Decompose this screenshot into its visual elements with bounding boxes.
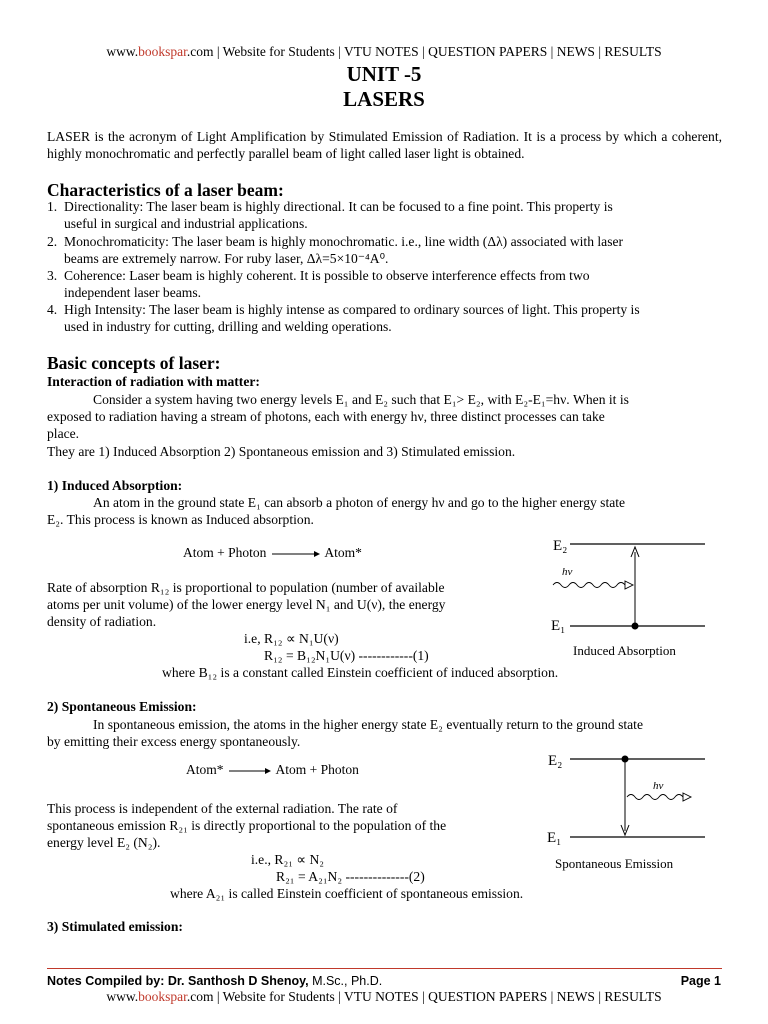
footer-divider <box>47 968 722 969</box>
unit-title: UNIT -5 <box>346 62 422 86</box>
spontaneous-heading: 2) Spontaneous Emission: <box>47 699 197 714</box>
induced-absorption-diagram <box>545 530 715 665</box>
basic-paragraph: Consider a system having two energy levels E₁ and E₂ such that E₁> E₂, with E₂-E₁=hν. When it is exposed to radiation having a stream of photons, each with energy hν, three distinct processes can take place. <box>47 392 629 441</box>
topic-title: LASERS <box>343 87 425 111</box>
spontaneous-emission-diagram <box>545 745 715 875</box>
induced-heading: 1) Induced Absorption: <box>47 478 183 493</box>
atom-dot-icon <box>632 623 639 630</box>
header-tagline: | Website for Students | VTU NOTES | QUESTION PAPERS | NEWS | RESULTS <box>213 44 662 59</box>
footer-credit: Notes Compiled by: Dr. Santhosh D Shenoy, M.Sc., Ph.D. <box>47 974 383 988</box>
intro-paragraph: LASER is the acronym of Light Amplification by Stimulated Emission of Radiation. It is a process by which a coherent, highly monochromatic and perfectly parallel beam of light called laser light is obtained. <box>47 129 722 161</box>
induced-paragraph: An atom in the ground state E₁ can absorb a photon of energy hν and go to the higher energy state E₂. This process is known as Induced absorption. <box>47 495 626 527</box>
characteristics-heading: Characteristics of a laser beam: <box>47 180 284 200</box>
induced-formula-1: i.e, R₁₂ ∝ N₁U(ν) <box>244 631 339 646</box>
list-item: 4. High Intensity: The laser beam is highly intense as compared to ordinary sources of light. This property is used in industry for cutting, drilling and welding operations. <box>47 302 640 334</box>
reaction-arrow-icon <box>270 549 322 559</box>
spontaneous-formula-1: i.e., R₂₁ ∝ N₂ <box>251 852 325 867</box>
spontaneous-paragraph: In spontaneous emission, the atoms in the higher energy state E₂ eventually return to the ground state by emitting their excess energy spontaneously. <box>47 717 643 749</box>
induced-caption: Induced Absorption <box>573 643 676 658</box>
stimulated-heading: 3) Stimulated emission: <box>47 919 183 934</box>
list-item: 1. Directionality: The laser beam is highly directional. It can be focused to a fine point. This property is useful in surgical and industrial applications. <box>47 199 613 231</box>
induced-reaction: Atom + Photon Atom* <box>183 545 362 560</box>
photon-label: hν <box>653 780 664 792</box>
induced-formula-2: R₁₂ = B₁₂N₁U(ν) ------------(1) <box>264 648 429 663</box>
site-link[interactable]: www.bookspar.com <box>106 989 214 1004</box>
interaction-subheading: Interaction of radiation with matter: <box>47 374 260 389</box>
e2-label: E₂ <box>553 538 568 554</box>
spontaneous-caption: Spontaneous Emission <box>555 856 674 871</box>
induced-rate-paragraph: Rate of absorption R₁₂ is proportional to population (number of available atoms per unit volume) of the lower energy level N₁ and U(ν), the energy density of radiation. <box>47 580 446 629</box>
e2-label: E₂ <box>548 753 563 769</box>
e1-label: E₁ <box>547 830 562 846</box>
footer-tagline: | Website for Students | VTU NOTES | QUESTION PAPERS | NEWS | RESULTS <box>213 989 662 1004</box>
processes-paragraph: They are 1) Induced Absorption 2) Spontaneous emission and 3) Stimulated emission. <box>47 444 516 459</box>
list-item: 2. Monochromaticity: The laser beam is highly monochromatic. i.e., line width (Δλ) associated with laser beams are extremely narrow. For ruby laser, Δλ=5×10⁻⁴A⁰. <box>47 234 624 266</box>
site-footer <box>0 989 768 1005</box>
induced-where: where B₁₂ is a constant called Einstein coefficient of induced absorption. <box>162 665 559 680</box>
photon-wave-icon <box>627 795 683 800</box>
spontaneous-rate-paragraph: This process is independent of the external radiation. The rate of spontaneous emission R₂₁ is directly proportional to the population of the energy level E₂ (N₂). <box>47 801 447 850</box>
site-header <box>0 44 768 60</box>
spontaneous-reaction: Atom* Atom + Photon <box>186 762 359 777</box>
basic-concepts-heading: Basic concepts of laser: <box>47 353 221 373</box>
page-number: Page 1 <box>680 974 721 988</box>
site-link[interactable]: www.bookspar.com <box>106 44 214 59</box>
list-item: 3. Coherence: Laser beam is highly coherent. It is possible to observe interference effects from two independent laser beams. <box>47 268 590 300</box>
atom-dot-icon <box>622 756 629 763</box>
photon-wave-icon <box>553 583 625 588</box>
spontaneous-formula-2: R₂₁ = A₂₁N₂ --------------(2) <box>276 869 425 884</box>
reaction-arrow-icon <box>227 766 273 776</box>
e1-label: E₁ <box>551 618 566 634</box>
spontaneous-where: where A₂₁ is called Einstein coefficient of spontaneous emission. <box>170 886 524 901</box>
photon-label: hν <box>562 566 573 578</box>
